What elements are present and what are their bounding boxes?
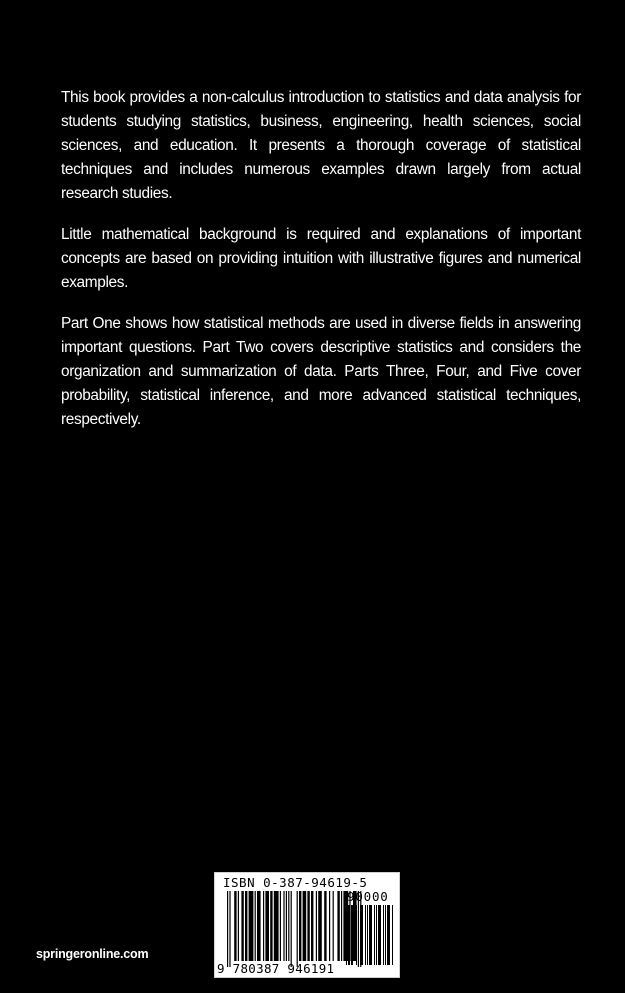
barcode-bar [376, 905, 377, 965]
ean-digits: 9 780387 946191 [217, 961, 335, 976]
barcode-bar [270, 891, 272, 961]
barcode-bar [360, 905, 363, 965]
blurb-paragraph-3: Part One shows how statistical methods are used in diverse fields in answering important questions. Part Two covers descriptive statistics and considers the organization and summarization of data. Parts Three, Four, and Five cover probability, statistical inference, and more advanced statistical techniques, respectively. [61, 315, 581, 428]
blurb-paragraph-1: This book provides a non-calculus introduction to statistics and data analysis for students studying statistics, business, engineering, health sciences, social sciences, and education. It presents a thorough coverage of statistical techniques and includes numerous examples drawn largely from actual research studies. [61, 89, 581, 202]
barcode-bar [280, 891, 281, 961]
barcode-bar [227, 891, 228, 967]
barcode-bar [358, 905, 359, 965]
barcode-bar [263, 891, 264, 961]
barcode-bar [385, 905, 386, 965]
barcode-bar [369, 905, 372, 965]
barcode-bar [374, 905, 375, 965]
barcode-bar [229, 891, 230, 967]
barcode-bar [333, 891, 334, 961]
barcode-bar [378, 905, 381, 965]
barcode-bar [257, 891, 261, 961]
price-code: 90000 [347, 889, 389, 904]
barcode-bar [234, 891, 236, 961]
isbn-barcode [214, 872, 400, 978]
blurb-paragraph-2: Little mathematical background is required and explanations of important concepts are based on providing intuition with illustrative figures and numerical examples. [61, 226, 581, 291]
barcode-bar [387, 905, 390, 965]
barcode-bar [283, 891, 284, 961]
cover-blurb [61, 86, 581, 449]
barcode-bar [274, 891, 279, 961]
ean-bar-group [227, 891, 361, 967]
barcode-bar [383, 905, 384, 965]
barcode-bar [346, 905, 347, 965]
barcode-bar [365, 905, 366, 965]
barcode-bar [249, 891, 254, 961]
barcode-bar [303, 891, 307, 961]
barcode-bar [356, 905, 357, 965]
barcode-bar [341, 891, 342, 961]
barcode-bar [367, 905, 368, 965]
barcode-bar [291, 891, 292, 967]
barcode-bar [241, 891, 243, 961]
barcode-bar [245, 891, 247, 961]
barcode-bar [299, 891, 301, 961]
barcode-bar [337, 891, 339, 961]
barcode-bar [392, 905, 393, 965]
barcode-bar [316, 891, 317, 961]
barcode-bar [351, 905, 353, 965]
barcode-bar [324, 891, 326, 961]
barcode-bar [286, 891, 287, 961]
barcode-bar [348, 905, 350, 965]
publisher-website: springeronline.com [36, 947, 149, 961]
barcode-bar [329, 891, 330, 961]
barcode-bar [311, 891, 313, 961]
barcode-bar [288, 891, 289, 961]
isbn-label: ISBN 0-387-94619-5 [223, 875, 368, 890]
barcode-bar [255, 891, 256, 961]
barcode-bar [307, 891, 309, 961]
barcode-bar [238, 891, 239, 961]
barcode-bar [265, 891, 269, 961]
barcode-bar [318, 891, 322, 961]
barcode-bar [297, 891, 298, 967]
